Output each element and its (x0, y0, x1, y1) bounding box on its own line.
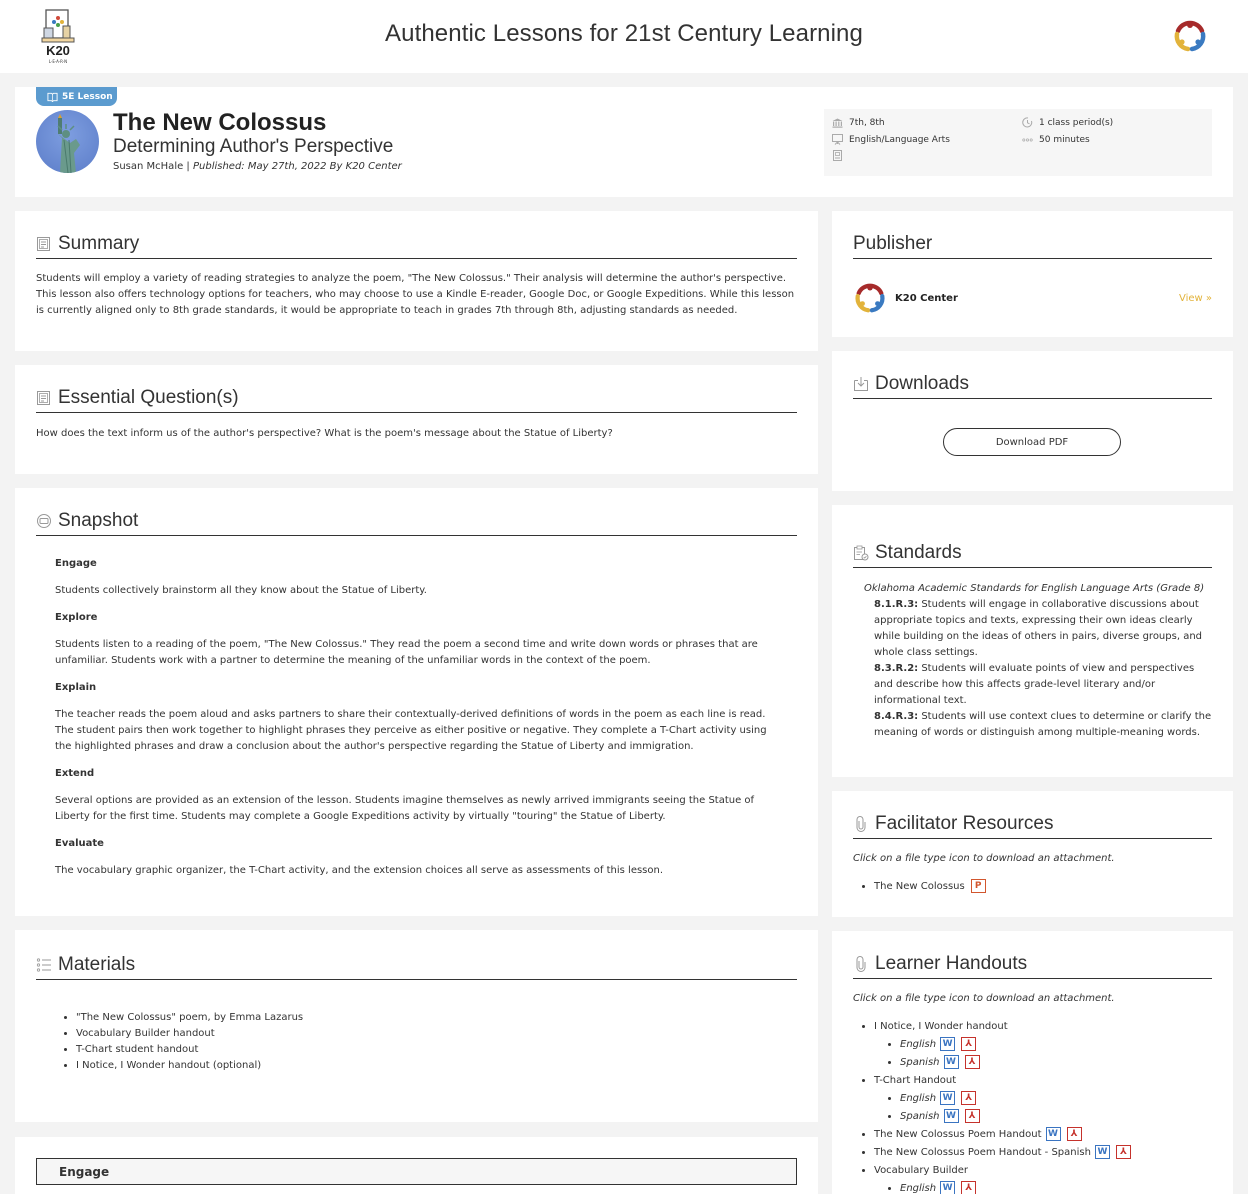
standard-item (864, 597, 1212, 661)
language-label: Spanish (900, 1111, 940, 1122)
material-item: • I Notice, I Wonder handout (optional) (76, 1058, 303, 1074)
published-info: Published: May 27th, 2022 By K20 Center (192, 161, 402, 172)
word-file-icon[interactable]: W (940, 1091, 955, 1105)
publisher-row (853, 281, 1212, 315)
publisher-view-link[interactable]: View » (1178, 292, 1212, 304)
handout-item (874, 1018, 1131, 1072)
handout-language-item (900, 1036, 1131, 1054)
engage-section (15, 1137, 818, 1194)
handout-name: The New Colossus Poem Handout - Spanish (874, 1147, 1091, 1158)
learner-handouts-header (853, 953, 1212, 979)
meta-periods-value: 1 class period(s) (1039, 117, 1114, 128)
phase-engage-label: Engage (55, 558, 97, 569)
materials-section (15, 930, 818, 1122)
phase-engage-text: Students collectively brainstorm all they know about the Statue of Liberty. (55, 585, 427, 596)
material-item: • Vocabulary Builder handout (76, 1026, 303, 1042)
pdf-file-icon[interactable]: ⅄ (965, 1055, 980, 1069)
snapshot-phases (55, 556, 778, 890)
k20-center-logo-icon (853, 281, 887, 315)
author-name: Susan McHale (113, 161, 184, 172)
facilitator-header (853, 813, 1212, 839)
standards-list (864, 581, 1212, 741)
facilitator-resources-section (832, 791, 1233, 917)
handout-name: The New Colossus Poem Handout (874, 1129, 1042, 1140)
word-file-icon[interactable]: W (940, 1181, 955, 1194)
attachment-name: The New Colossus (874, 881, 965, 892)
materials-header (36, 954, 797, 980)
language-label: English (900, 1183, 937, 1194)
standard-code: 8.1.R.3: (874, 599, 919, 610)
word-file-icon[interactable]: W (944, 1109, 959, 1123)
handout-item (874, 1126, 1131, 1144)
byline-separator: | (183, 161, 193, 172)
materials-list (76, 1010, 303, 1074)
word-file-icon[interactable]: W (1095, 1145, 1110, 1159)
handout-language-item (900, 1180, 1131, 1194)
pdf-file-icon[interactable]: ⅄ (1116, 1145, 1131, 1159)
powerpoint-file-icon[interactable]: P (971, 879, 986, 893)
presentation-board-icon (832, 134, 843, 145)
standards-header (853, 542, 1212, 568)
snapshot-header (36, 510, 797, 536)
school-building-icon (832, 117, 843, 128)
meta-grades (832, 117, 885, 128)
statue-of-liberty-image (36, 110, 99, 173)
publisher-name: K20 Center (895, 292, 958, 304)
handout-item (874, 1162, 1131, 1194)
pdf-file-icon[interactable]: ⅄ (961, 1037, 976, 1051)
standard-item (864, 661, 1212, 709)
download-pdf-button[interactable]: Download PDF (943, 428, 1121, 456)
language-label: English (900, 1039, 937, 1050)
download-icon (853, 376, 869, 392)
standard-text: Students will engage in collaborative discussions about appropriate topics and texts, expressing their own ideas clearly while building on the ideas of others in pairs, diverse groups, and whole class settings. (874, 599, 1203, 658)
phase-explore-label: Explore (55, 612, 98, 623)
learner-handouts-section (832, 931, 1233, 1194)
downloads-section (832, 351, 1233, 491)
top-bar (0, 0, 1248, 73)
lesson-byline (113, 161, 402, 172)
handout-name: Vocabulary Builder (874, 1165, 968, 1176)
attachment-item (874, 878, 986, 896)
handout-item (874, 1144, 1131, 1162)
standard-item (864, 709, 1212, 741)
meta-course (832, 150, 849, 161)
k20-center-logo[interactable] (1172, 18, 1208, 54)
facilitator-title: Facilitator Resources (875, 813, 1054, 834)
essential-question-title: Essential Question(s) (58, 387, 239, 408)
facilitator-list (874, 878, 986, 896)
document-icon (36, 236, 52, 252)
clipboard-check-icon (853, 545, 869, 561)
snapshot-icon (36, 513, 52, 529)
downloads-title: Downloads (875, 373, 969, 394)
summary-section (15, 211, 818, 351)
summary-title: Summary (58, 233, 140, 254)
list-icon (36, 957, 52, 973)
phase-explain-text: The teacher reads the poem aloud and asks partners to share their contextually-derived definitions of words in the poem as each line is read. The student pairs then work together to highlight phrases they perceive as either positive or negative. They complete a T-Chart activity using the highlighted phrases and draw a conclusion about the author's perspective regarding the Statue of Liberty and immigration. (55, 709, 767, 752)
lesson-type-badge (36, 87, 117, 106)
publisher-section (832, 211, 1233, 337)
essential-question-text: How does the text inform us of the author's perspective? What is the poem's message about the Statue of Liberty? (36, 428, 613, 439)
word-file-icon[interactable]: W (940, 1037, 955, 1051)
meta-duration-value: 50 minutes (1039, 134, 1090, 145)
lesson-meta-box (824, 109, 1212, 176)
handout-name: T-Chart Handout (874, 1075, 957, 1086)
meta-periods (1022, 117, 1113, 128)
clock-icon (1022, 117, 1033, 128)
facilitator-hint: Click on a file type icon to download an attachment. (853, 853, 1115, 864)
book-icon (47, 92, 58, 102)
meta-grades-value: 7th, 8th (849, 117, 885, 128)
phase-evaluate-label: Evaluate (55, 838, 104, 849)
badge-label: 5E Lesson (62, 91, 113, 102)
pdf-file-icon[interactable]: ⅄ (965, 1109, 980, 1123)
handout-name: I Notice, I Wonder handout (874, 1021, 1008, 1032)
phase-explain-label: Explain (55, 682, 97, 693)
downloads-header (853, 373, 1212, 399)
lesson-subtitle: Determining Author's Perspective (113, 136, 394, 157)
k20-ring-icon (1172, 18, 1208, 54)
phase-extend-label: Extend (55, 768, 95, 779)
standard-code: 8.3.R.2: (874, 663, 919, 674)
publisher-title: Publisher (853, 233, 933, 254)
word-file-icon[interactable]: W (944, 1055, 959, 1069)
phase-explore-text: Students listen to a reading of the poem, "The New Colossus." They read the poem a second time and write down words or phrases that are unfamiliar. Students work with a partner to determine the meaning of the unfamiliar words in the context of the poem. (55, 639, 758, 666)
meta-duration (1022, 134, 1090, 145)
lesson-header (15, 87, 1233, 197)
learner-hint: Click on a file type icon to download an attachment. (853, 993, 1115, 1004)
paperclip-icon (853, 816, 869, 832)
ellipsis-dots-icon (1022, 134, 1033, 145)
learner-handouts-title: Learner Handouts (875, 953, 1028, 974)
svg-text:L·E·A·R·N: L·E·A·R·N (48, 59, 68, 64)
standard-text: Students will use context clues to determine or clarify the meaning of words or distinguish among multiple-meaning words. (874, 711, 1212, 738)
handout-language-item (900, 1090, 1131, 1108)
phase-evaluate-text: The vocabulary graphic organizer, the T-Chart activity, and the extension choices all serve as assessments of this lesson. (55, 865, 664, 876)
standard-text: Students will evaluate points of view and perspectives and describe how this affects grade-level literary and/or informational text. (874, 663, 1195, 706)
svg-text:K20: K20 (46, 43, 70, 58)
material-item: • "The New Colossus" poem, by Emma Lazarus (76, 1010, 303, 1026)
language-label: Spanish (900, 1057, 940, 1068)
document-icon (36, 390, 52, 406)
publisher-header (853, 233, 1212, 259)
paperclip-icon (853, 956, 869, 972)
materials-title: Materials (58, 954, 136, 975)
standard-code: 8.4.R.3: (874, 711, 919, 722)
standards-framework: Oklahoma Academic Standards for English Language Arts (Grade 8) (864, 583, 1205, 594)
meta-subject-value: English/Language Arts (849, 134, 950, 145)
learner-handouts-list (874, 1018, 1131, 1194)
handout-language-item (900, 1108, 1131, 1126)
engage-header[interactable]: Engage (36, 1158, 797, 1185)
pdf-file-icon[interactable]: ⅄ (961, 1091, 976, 1105)
essential-question-section (15, 365, 818, 474)
handout-language-item (900, 1054, 1131, 1072)
language-label: English (900, 1093, 937, 1104)
standards-section (832, 505, 1233, 777)
summary-text: Students will employ a variety of reading strategies to analyze the poem, "The New Colossus." Their analysis will determine the author's perspective. This lesson also offers technology options for teachers, who may choose to use a Kindle E-reader, Google Doc, or Google Expeditions. While this lesson is currently aligned only to 8th grade standards, it would be appropriate to teach in grades 7th through 8th, adjusting standards as needed. (36, 273, 795, 316)
phase-extend-text: Several options are provided as an extension of the lesson. Students imagine themselves as newly arrived immigrants seeing the Statue of Liberty for the first time. Students may complete a Google Expeditions activity by virtually "touring" the Statue of Liberty. (55, 795, 755, 822)
pdf-file-icon[interactable]: ⅄ (961, 1181, 976, 1194)
pdf-file-icon[interactable]: ⅄ (1067, 1127, 1082, 1141)
word-file-icon[interactable]: W (1046, 1127, 1061, 1141)
document-book-icon (832, 150, 843, 161)
site-title: Authentic Lessons for 21st Century Learning (385, 20, 863, 47)
meta-subject (832, 134, 950, 145)
standards-title: Standards (875, 542, 962, 563)
handout-item (874, 1072, 1131, 1126)
summary-header (36, 233, 797, 259)
lesson-avatar (36, 110, 99, 173)
snapshot-section (15, 488, 818, 916)
essential-question-header (36, 387, 797, 413)
material-item: • T-Chart student handout (76, 1042, 303, 1058)
lesson-title: The New Colossus (113, 109, 327, 136)
snapshot-title: Snapshot (58, 510, 139, 531)
